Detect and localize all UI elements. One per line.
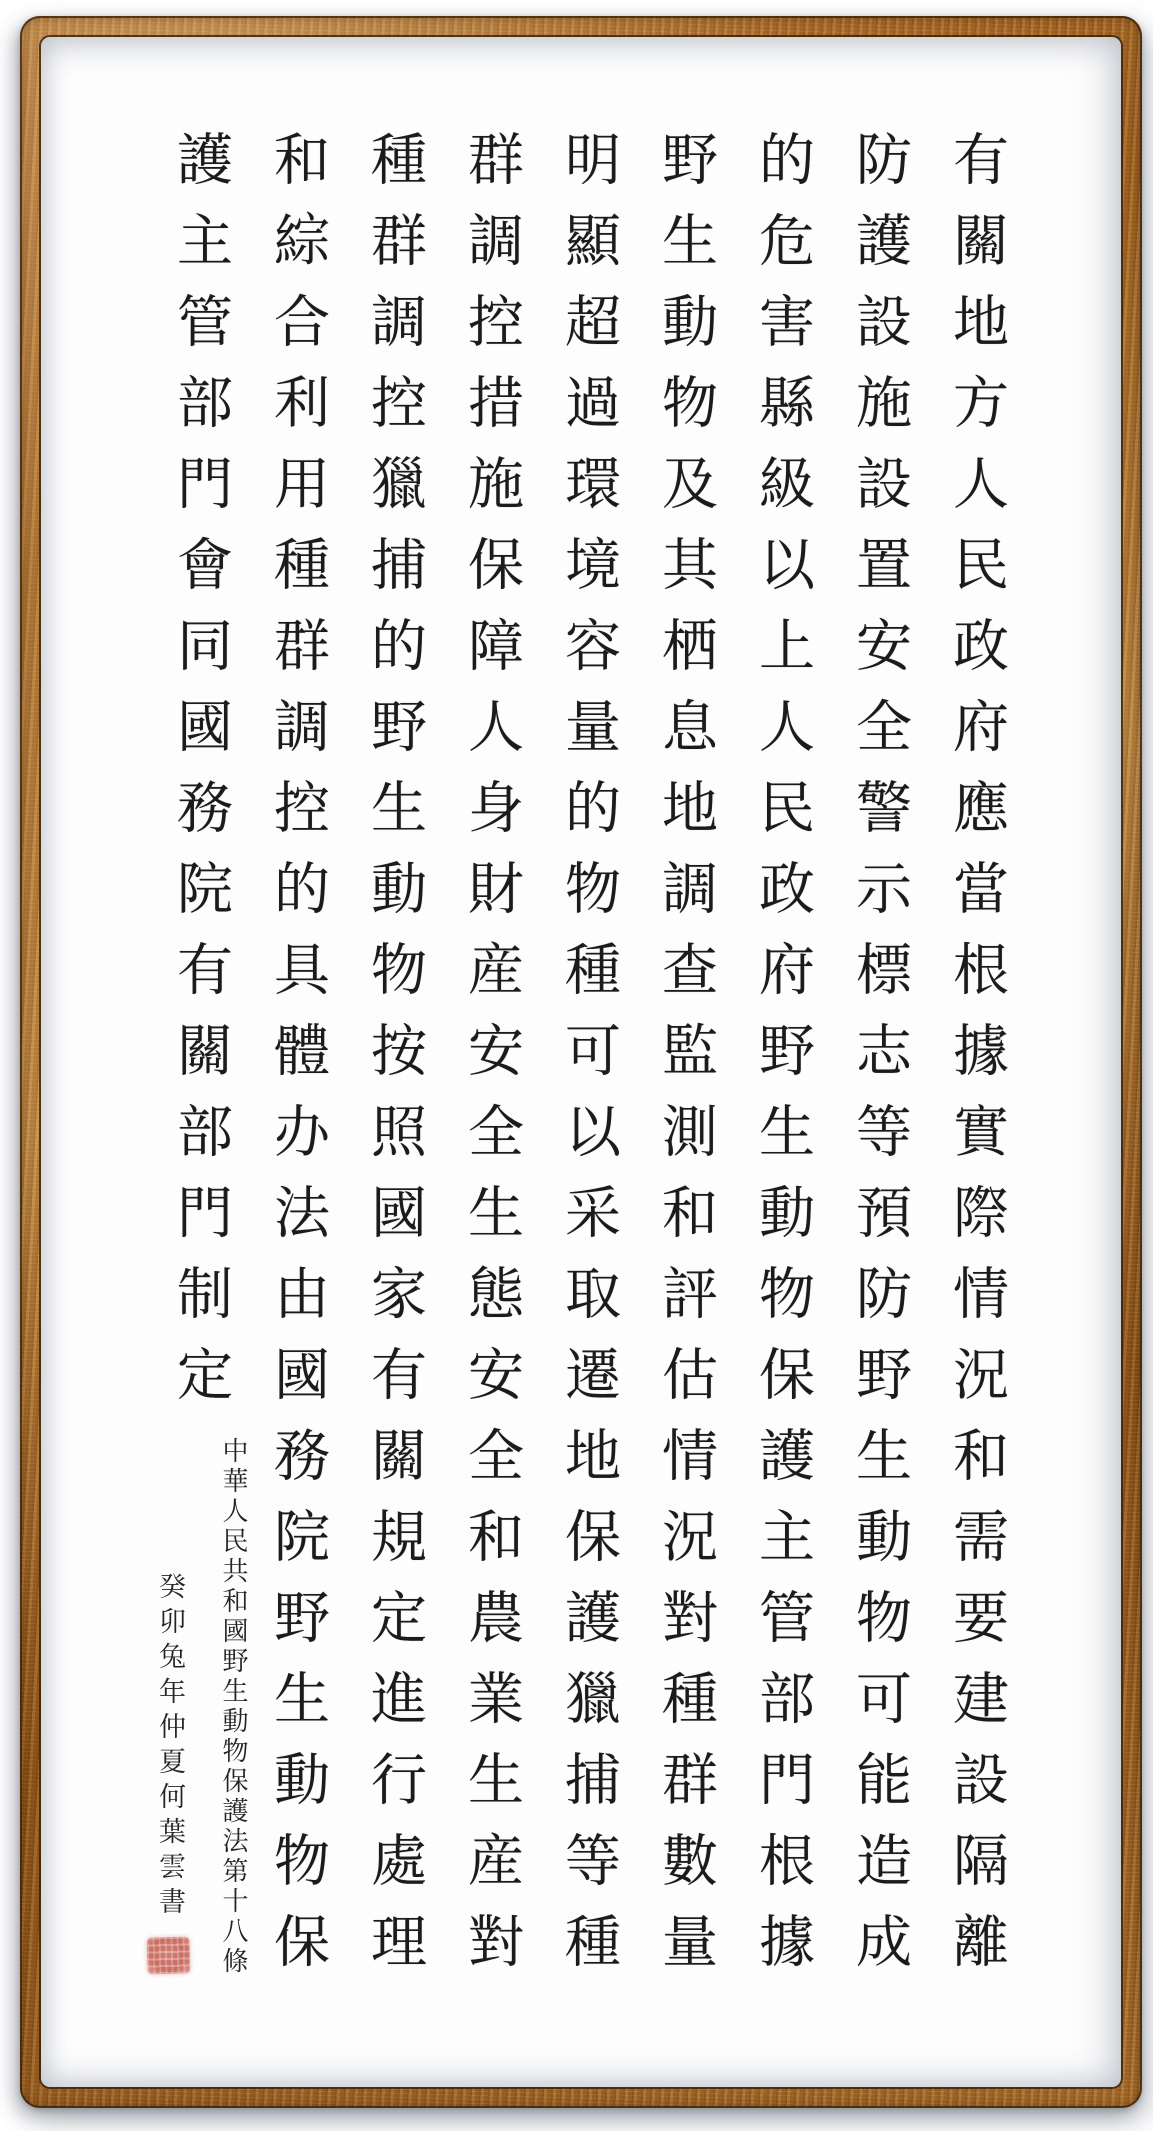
text-column: 群調控措施保障人身財産安全生態安全和農業生産對 (459, 130, 524, 1993)
colophon-source-line: 中華人民共和國野生動物保護法第十八條 (218, 1437, 248, 1977)
wooden-frame (20, 16, 1142, 2108)
text-column: 護主管部門會同國務院有關部門制定 (168, 130, 233, 1426)
artist-seal-stamp (147, 1936, 191, 1974)
text-column: 有關地方人民政府應當根據實際情況和需要建設隔離 (944, 130, 1009, 1993)
text-column: 種群調控獵捕的野生動物按照國家有關規定進行處理 (362, 130, 427, 1993)
colophon-signature-line: 癸卯兔年仲夏何葉雲書 (154, 1572, 185, 1922)
text-column: 的危害縣級以上人民政府野生動物保護主管部門根據 (750, 130, 815, 1993)
text-column: 明顯超過環境容量的物種可以采取遷地保護獵捕等種 (556, 130, 621, 1993)
text-column: 野生動物及其栖息地調查監測和評估情況對種群數量 (653, 130, 718, 1993)
text-column: 防護設施設置安全警示標志等預防野生動物可能造成 (847, 130, 912, 1993)
calligraphy-main-text (152, 130, 1025, 1993)
text-column: 和綜合利用種群調控的具體办法由國務院野生動物保 (265, 130, 330, 1993)
rice-paper (41, 37, 1121, 2087)
